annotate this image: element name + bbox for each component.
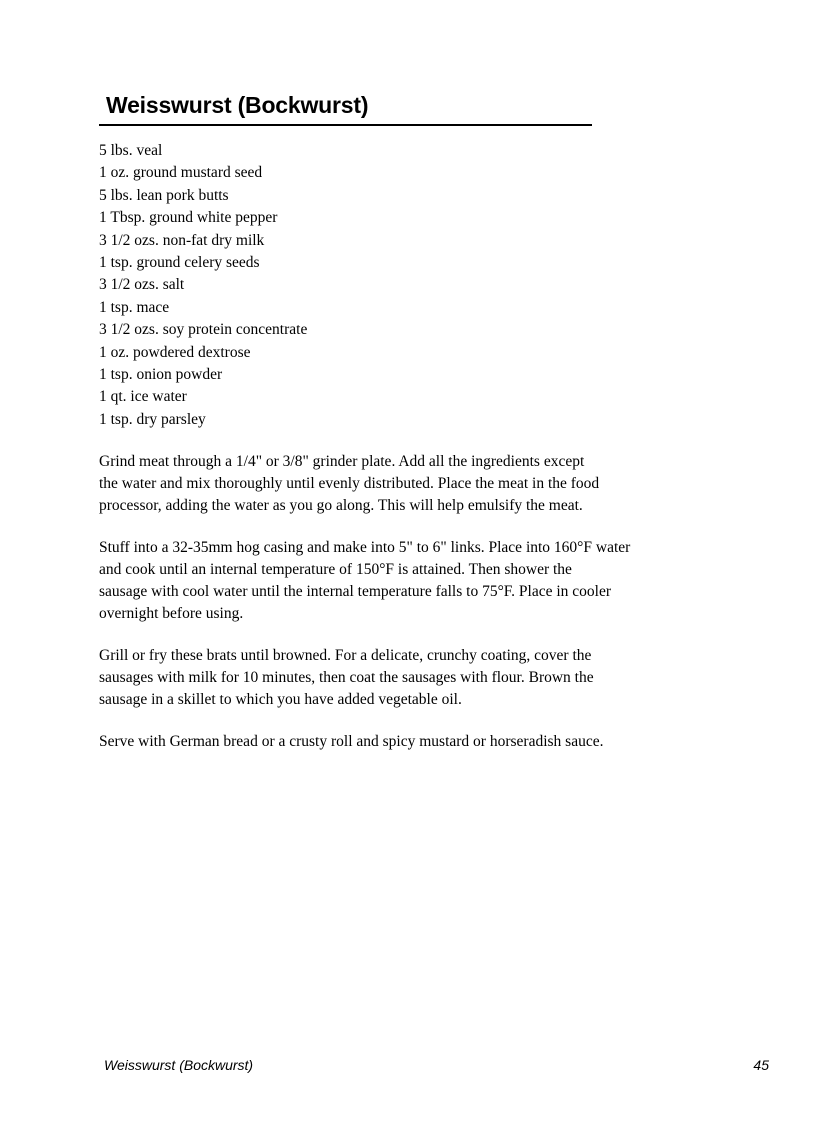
paragraph-line: Grill or fry these brats until browned. For a delicate, crunchy coating, cover the bbox=[99, 647, 592, 664]
paragraph-line: sausage in a skillet to which you have added vegetable oil. bbox=[99, 691, 462, 708]
ingredient-item: 1 qt. ice water bbox=[99, 388, 187, 406]
ingredient-item: 1 tsp. onion powder bbox=[99, 366, 223, 384]
ingredient-item: 1 oz. ground mustard seed bbox=[99, 164, 263, 182]
paragraph-line: the water and mix thoroughly until evenly distributed. Place the meat in the food bbox=[99, 475, 600, 492]
title-underline bbox=[99, 124, 592, 126]
ingredient-item: 1 tsp. dry parsley bbox=[99, 410, 206, 428]
instruction-paragraph-grind bbox=[99, 451, 739, 517]
paragraph-line: sausages with milk for 10 minutes, then coat the sausages with flour. Brown the bbox=[99, 669, 594, 686]
paragraph-line: Grind meat through a 1/4" or 3/8" grinder plate. Add all the ingredients except bbox=[99, 453, 585, 470]
ingredient-item: 3 1/2 ozs. non-fat dry milk bbox=[99, 231, 265, 249]
ingredient-item: 5 lbs. lean pork butts bbox=[99, 186, 229, 204]
ingredient-list bbox=[99, 140, 307, 431]
ingredient-item: 1 oz. powdered dextrose bbox=[99, 343, 251, 361]
paragraph-line: and cook until an internal temperature of 150°F is attained. Then shower the bbox=[99, 561, 572, 578]
paragraph-line: Stuff into a 32-35mm hog casing and make into 5" to 6" links. Place into 160°F water bbox=[99, 539, 631, 556]
ingredient-item: 1 tsp. mace bbox=[99, 298, 170, 316]
ingredient-item: 3 1/2 ozs. soy protein concentrate bbox=[99, 321, 308, 339]
ingredient-item: 5 lbs. veal bbox=[99, 142, 163, 159]
page-number: 45 bbox=[753, 1057, 769, 1073]
paragraph-line: overnight before using. bbox=[99, 605, 244, 622]
instruction-paragraph-grill bbox=[99, 645, 739, 711]
ingredient-item: 3 1/2 ozs. salt bbox=[99, 276, 185, 294]
footer-title: Weisswurst (Bockwurst) bbox=[104, 1057, 254, 1073]
ingredient-item: 1 Tbsp. ground white pepper bbox=[99, 209, 278, 227]
ingredient-item: 1 tsp. ground celery seeds bbox=[99, 254, 260, 272]
page-title: Weisswurst (Bockwurst) bbox=[106, 92, 369, 118]
paragraph-line: sausage with cool water until the internal temperature falls to 75°F. Place in cooler bbox=[99, 583, 611, 600]
instruction-paragraph-serve bbox=[99, 731, 739, 753]
paragraph-line: Serve with German bread or a crusty roll and spicy mustard or horseradish sauce. bbox=[99, 733, 604, 750]
instruction-paragraph-stuff bbox=[99, 537, 739, 625]
paragraph-line: processor, adding the water as you go along. This will help emulsify the meat. bbox=[99, 497, 583, 514]
